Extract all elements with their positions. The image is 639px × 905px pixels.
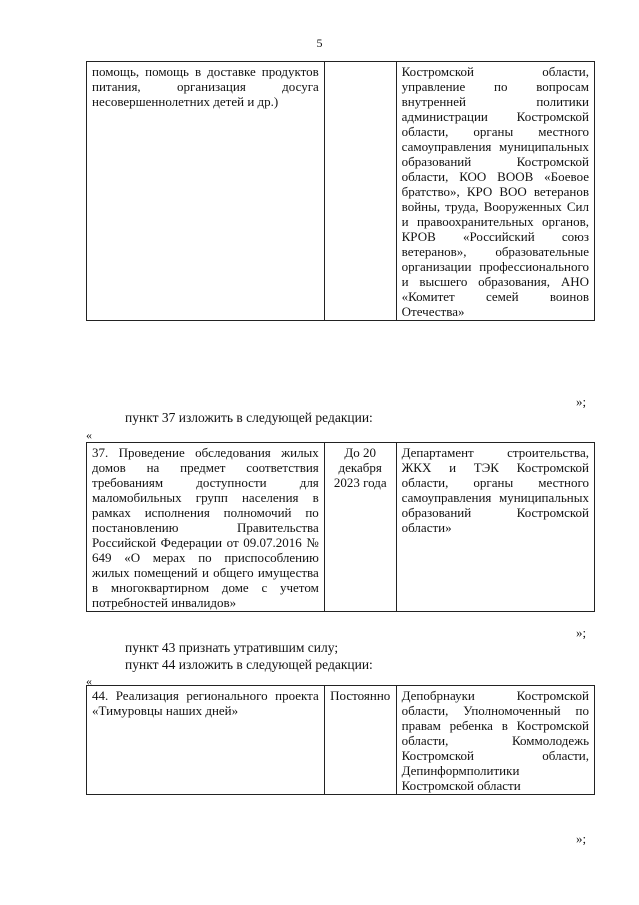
deadline-cell: Постоянно <box>324 686 396 795</box>
opening-quote: « <box>86 428 92 442</box>
table-row <box>87 686 595 795</box>
closing-quote: »; <box>576 394 587 409</box>
paragraph-item-44: пункт 44 изложить в следующей редакции: <box>125 657 373 672</box>
activity-cell: 44. Реализация регионального проекта «Тимуровцы наших дней» <box>87 686 325 795</box>
table-row <box>87 443 595 612</box>
closing-quote: »; <box>576 831 587 846</box>
table-item-37 <box>86 442 595 612</box>
opening-quote: « <box>86 674 92 688</box>
responsible-cell: Депобрнауки Костромской области, Уполномоченный по правам ребенка в Костромской области, Коммолодежь Костромской области, Депинформполитики Костромской области <box>396 686 594 795</box>
paragraph-item-37: пункт 37 изложить в следующей редакции: <box>125 410 373 425</box>
paragraph-item-43: пункт 43 признать утратившим силу; <box>125 640 339 655</box>
page-number: 5 <box>316 36 323 50</box>
deadline-cell <box>324 62 396 321</box>
closing-quote: »; <box>576 625 587 640</box>
responsible-cell: Департамент строительства, ЖКХ и ТЭК Костромской области, органы местного самоуправления муниципальных образований Костромской области» <box>396 443 594 612</box>
activity-cell: 37. Проведение обследования жилых домов на предмет соответствия требованиям доступности для маломобильных групп населения в рамках исполнения полномочий по постановлению Правительства Российской Федерации от 09.07.2016 № 649 «О мерах по приспособлению жилых помещений и общего имущества в многоквартирном доме с учетом потребностей инвалидов» <box>87 443 325 612</box>
activity-cell: помощь, помощь в доставке продуктов питания, организация досуга несовершеннолетних детей и др.) <box>87 62 325 321</box>
table-item-44 <box>86 685 595 795</box>
responsible-cell: Костромской области, управление по вопросам внутренней политики администрации Костромской области, органы местного самоуправления муниципальных образований Костромской области, КОО ВООВ «Боевое братство», КРО ВОО ветеранов войны, труда, Вооруженных Сил и правоохранительных органов, КРОВ «Российский союз ветеранов», образовательные организации профессионального и высшего образования, АНО «Комитет семей воинов Отечества» <box>396 62 594 321</box>
table-continued-item <box>86 61 595 321</box>
deadline-cell: До 20 декабря 2023 года <box>324 443 396 612</box>
table-row <box>87 62 595 321</box>
